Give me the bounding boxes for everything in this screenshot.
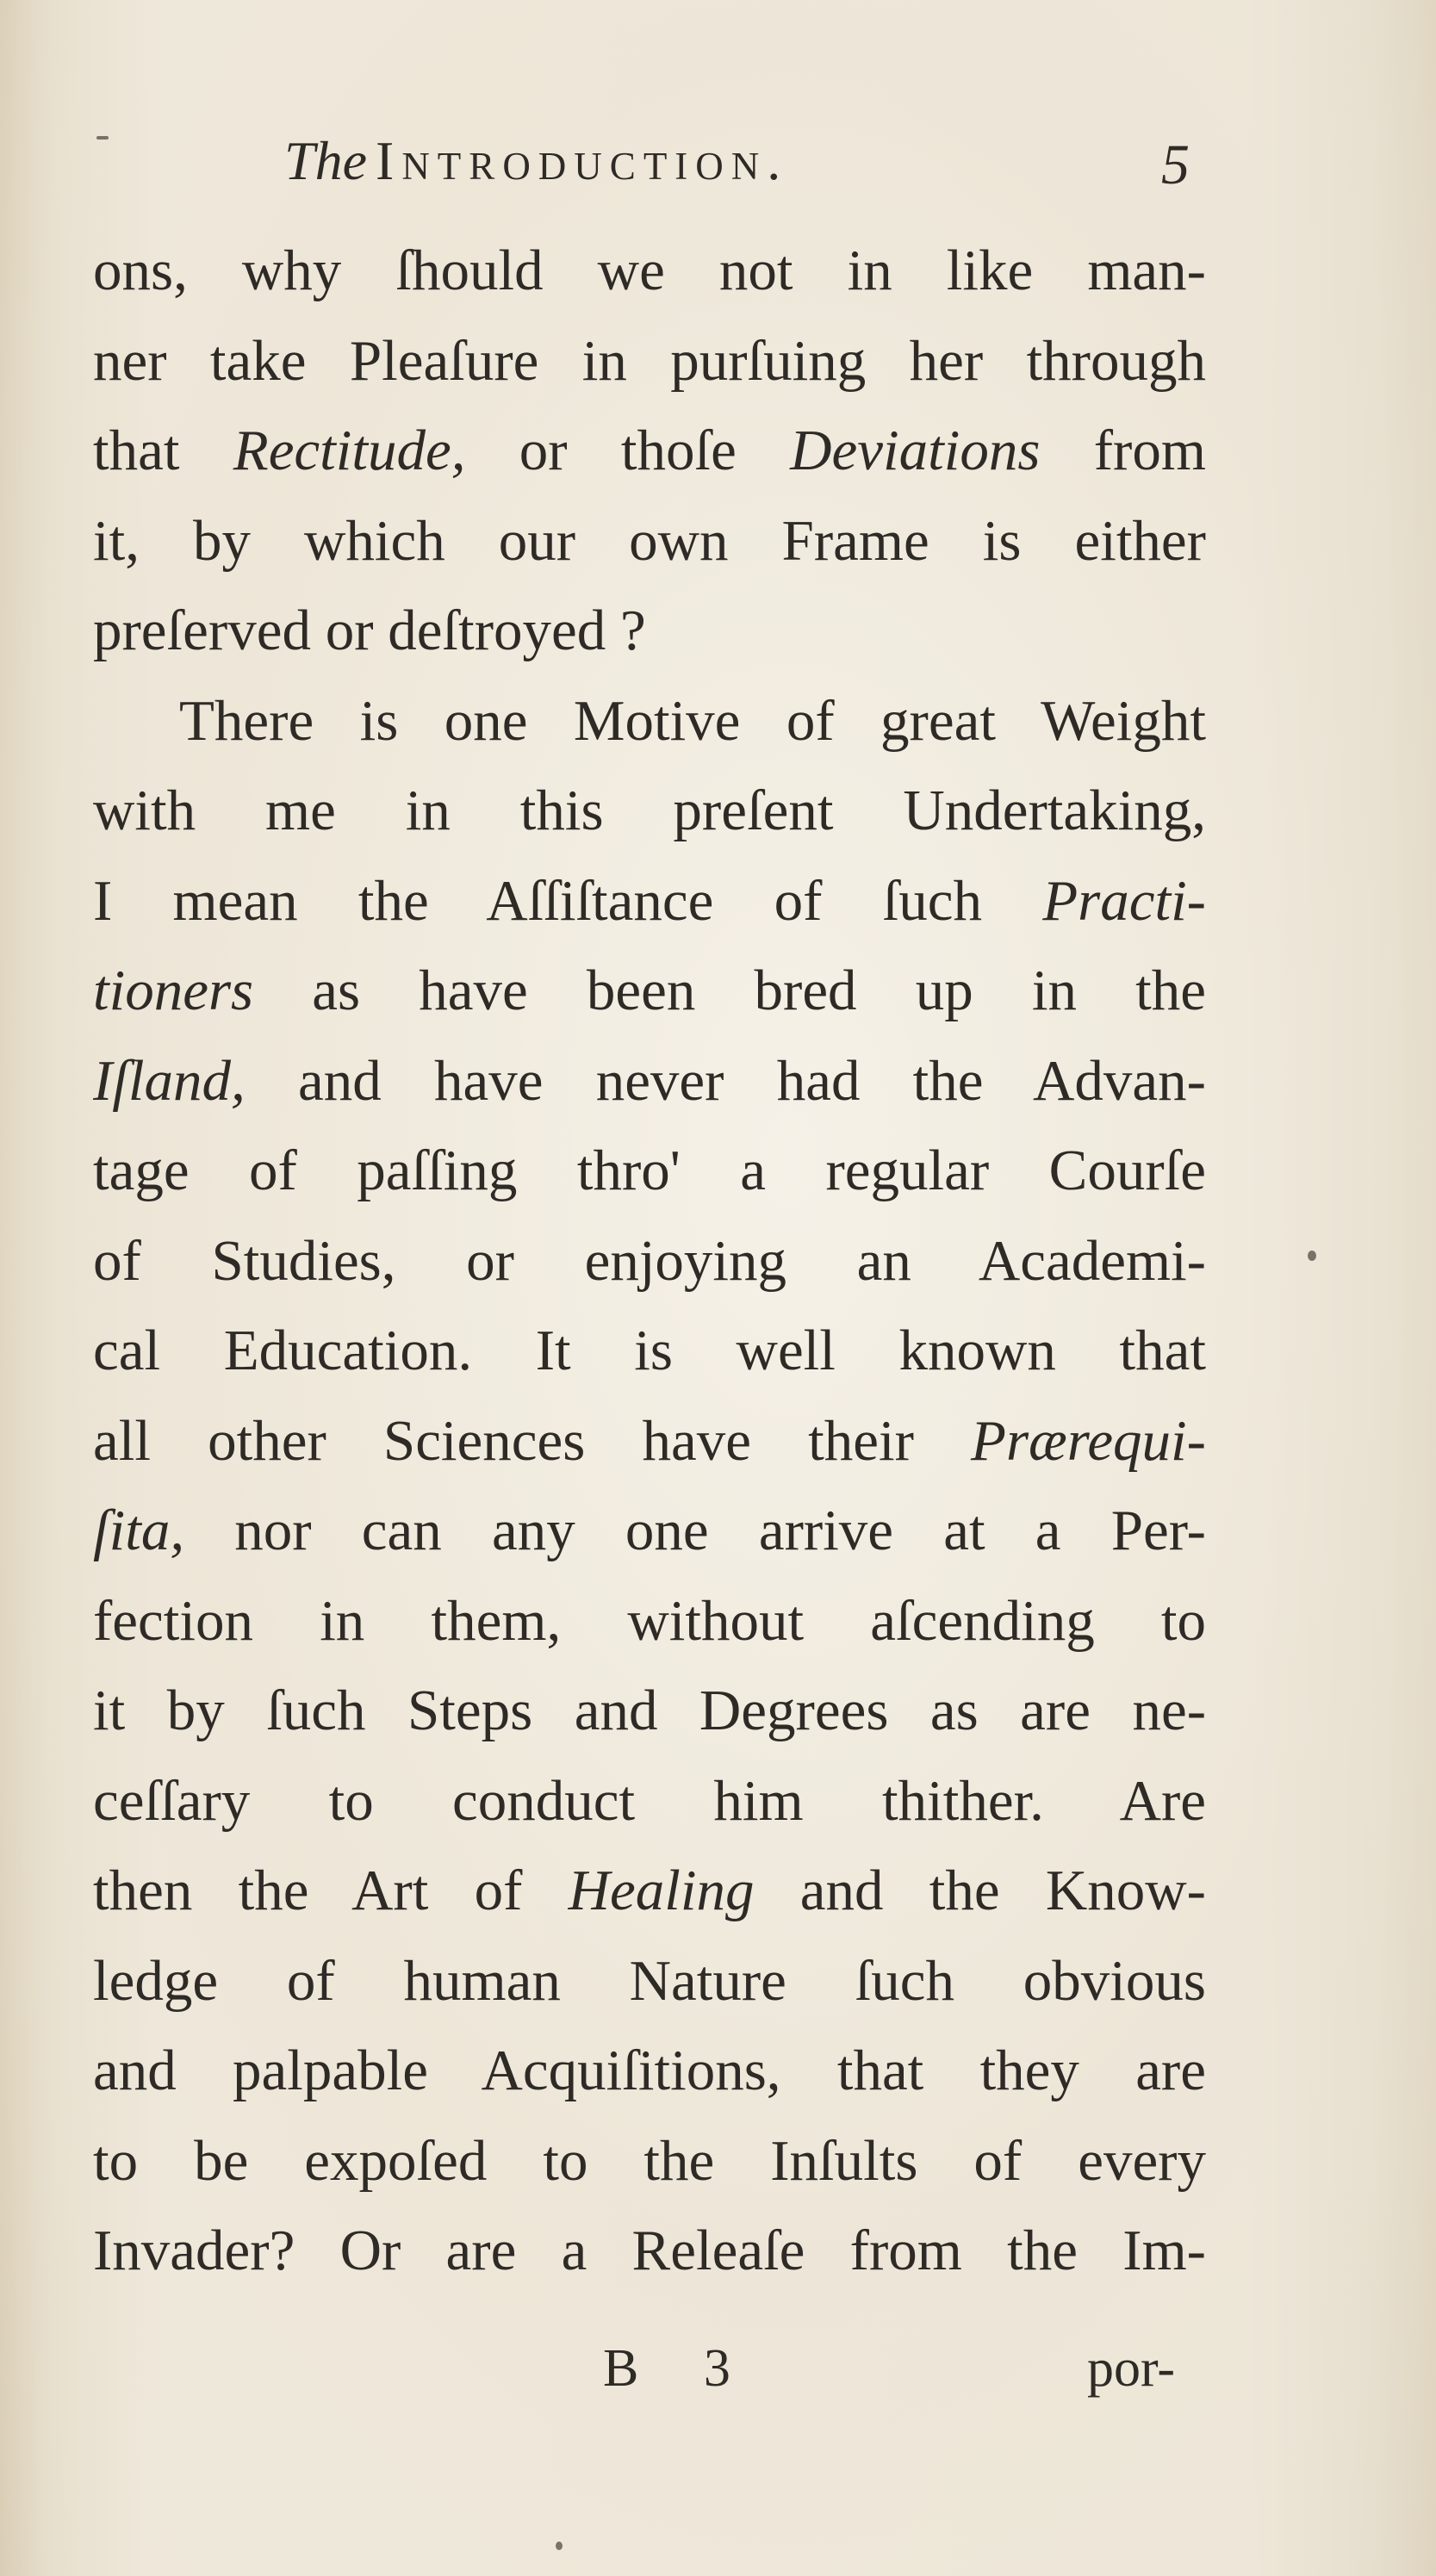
text-line xyxy=(93,856,1206,947)
catchword: por- xyxy=(1087,2339,1176,2398)
italic-text: Practi- xyxy=(1042,868,1206,933)
italic-text: tioners xyxy=(93,959,254,1022)
text-line xyxy=(93,226,1206,316)
text-line xyxy=(93,2116,1206,2207)
text-line xyxy=(93,1126,1206,1216)
text-segment: ons, why ſhould we not in like man- xyxy=(93,239,1206,302)
text-segment: There is one Motive of great Weight xyxy=(179,688,1206,753)
text-segment: with me in this preſent Undertaking, xyxy=(93,779,1206,842)
text-segment: to be expoſed to the Inſults of every xyxy=(93,2128,1206,2193)
text-segment: Invader? Or are a Releaſe from the Im- xyxy=(93,2219,1206,2282)
text-segment: of Studies, or enjoying an Academi- xyxy=(93,1228,1206,1293)
running-head-title xyxy=(284,129,788,193)
text-segment: all other Sciences have their xyxy=(93,1408,972,1473)
text-line xyxy=(93,946,1206,1036)
text-line xyxy=(93,1036,1206,1127)
text-segment: I mean the Aſſiſtance of ſuch xyxy=(93,868,1043,933)
italic-text: ſita, xyxy=(93,1499,185,1562)
text-segment: and the Know- xyxy=(754,1859,1206,1922)
italic-text: Rectitude, xyxy=(233,419,466,482)
body-text xyxy=(93,226,1206,2296)
text-segment: that xyxy=(93,419,233,482)
text-line xyxy=(93,1396,1206,1487)
text-line xyxy=(93,2026,1206,2116)
text-segment: then the Art of xyxy=(93,1859,569,1922)
running-head-main: Introduction. xyxy=(376,130,789,191)
text-line xyxy=(93,1846,1206,1936)
text-line xyxy=(93,316,1206,407)
ink-speck xyxy=(556,2542,563,2550)
text-segment: fection in them, without aſcending to xyxy=(93,1588,1206,1653)
text-line xyxy=(93,1666,1206,1756)
text-segment: and have never had the Advan- xyxy=(245,1048,1206,1113)
text-line xyxy=(93,2206,1206,2296)
text-line xyxy=(93,1306,1206,1396)
ink-speck xyxy=(1308,1251,1316,1261)
text-line xyxy=(93,1216,1206,1307)
italic-text: Iſland, xyxy=(93,1048,246,1113)
text-segment: preſerved or deſtroyed ? xyxy=(93,599,646,662)
text-segment: as have been bred up in the xyxy=(253,959,1206,1022)
page-footer xyxy=(0,2338,1436,2424)
text-segment: and palpable Acquiſitions, that they are xyxy=(93,2039,1206,2102)
text-segment: nor can any one arrive at a Per- xyxy=(184,1499,1206,1562)
page-number: 5 xyxy=(1161,133,1190,196)
signature-mark: B 3 xyxy=(603,2339,756,2398)
text-line xyxy=(93,766,1206,856)
text-line xyxy=(93,586,1206,676)
text-segment: cal Education. It is well known that xyxy=(93,1319,1206,1382)
text-line xyxy=(93,496,1206,587)
italic-text: Prærequi- xyxy=(971,1408,1206,1473)
running-header xyxy=(0,129,1436,215)
text-line xyxy=(93,406,1206,496)
running-head-prefix: The xyxy=(284,130,367,191)
text-segment: ner take Pleaſure in purſuing her through xyxy=(93,328,1206,393)
text-segment: ceſſary to conduct him thither. Are xyxy=(93,1768,1206,1833)
text-segment: tage of paſſing thro' a regular Courſe xyxy=(93,1139,1206,1202)
text-segment: it, by which our own Frame is either xyxy=(93,508,1206,573)
italic-text: Deviations xyxy=(790,419,1041,482)
text-line xyxy=(93,1936,1206,2027)
text-segment: or thoſe xyxy=(465,419,791,482)
text-line xyxy=(93,676,1206,767)
text-segment: ledge of human Nature ſuch obvious xyxy=(93,1948,1206,2013)
text-line xyxy=(93,1486,1206,1576)
text-segment: from xyxy=(1040,419,1206,482)
ink-speck xyxy=(96,136,109,140)
italic-text: Healing xyxy=(568,1859,755,1922)
text-line xyxy=(93,1756,1206,1847)
text-line xyxy=(93,1576,1206,1667)
text-segment: it by ſuch Steps and Degrees as are ne- xyxy=(93,1679,1206,1742)
